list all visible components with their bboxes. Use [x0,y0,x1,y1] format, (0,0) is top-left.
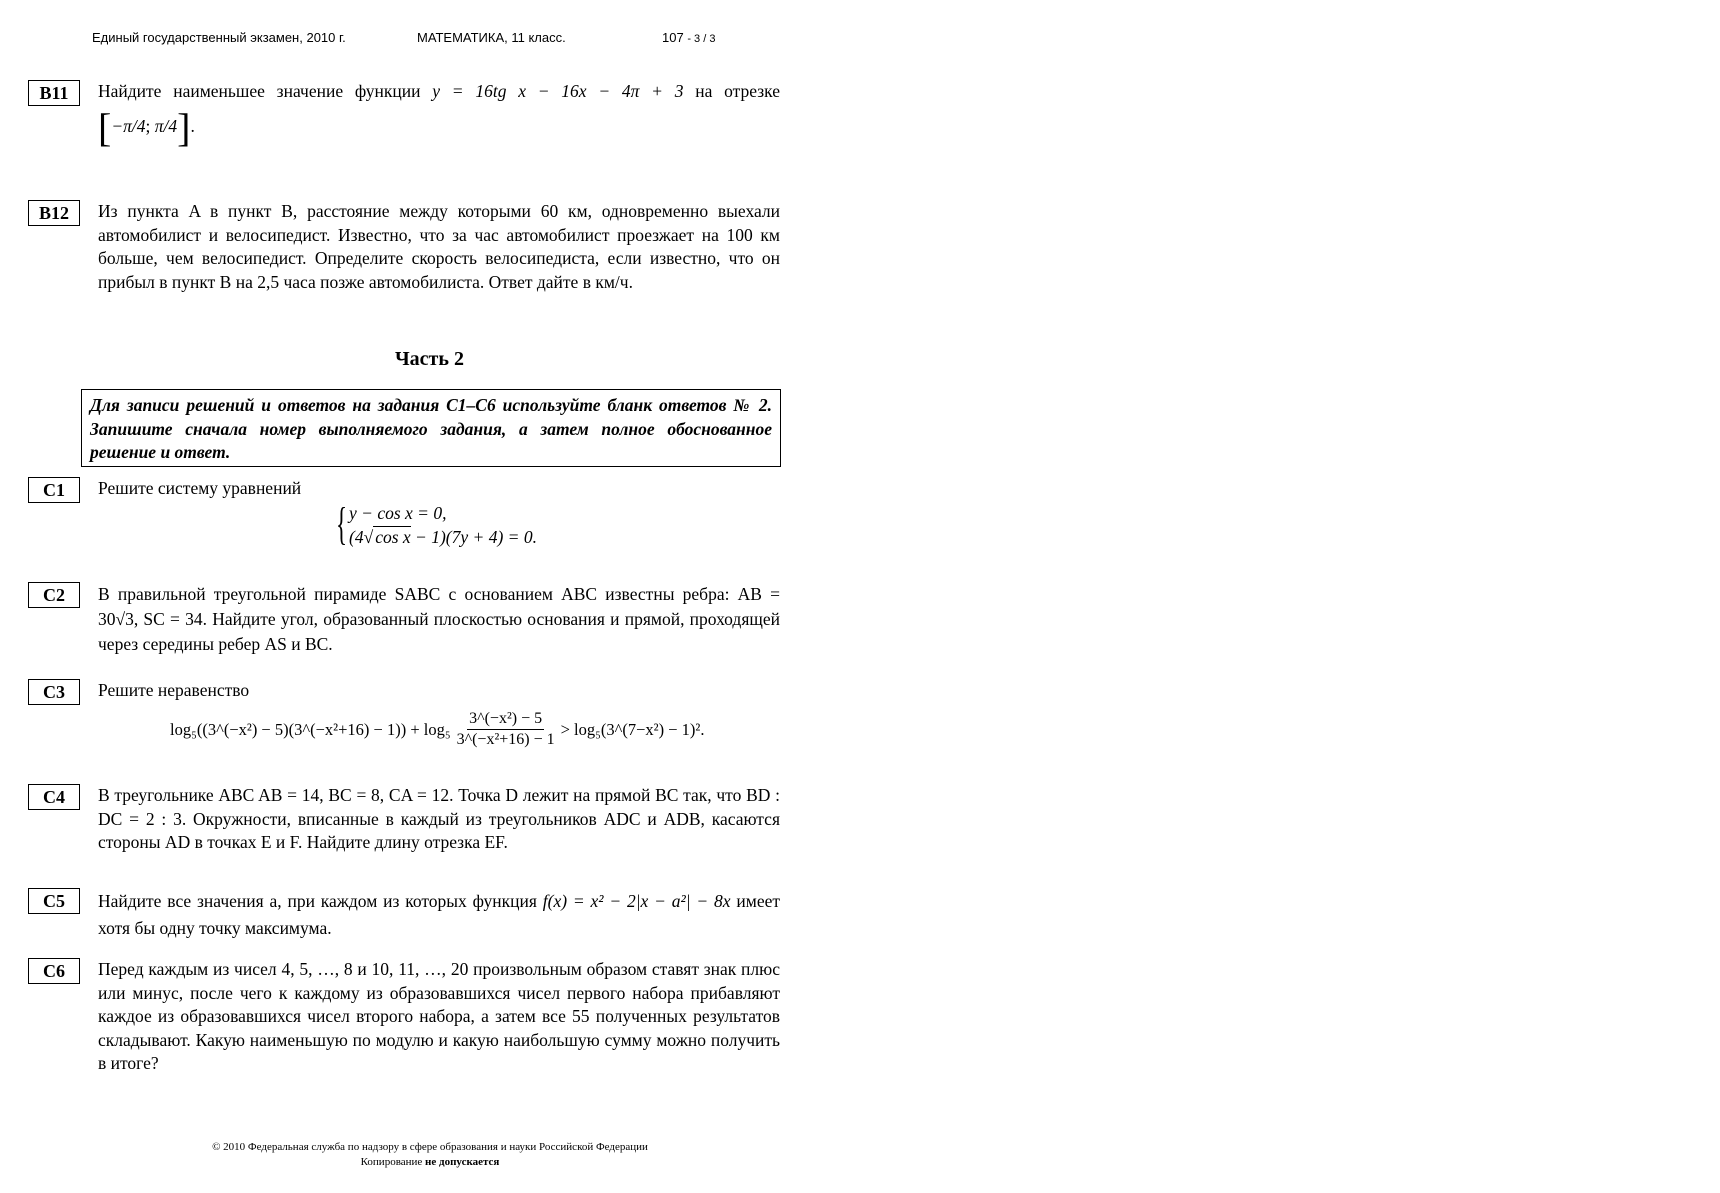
equation-2: (4√ cos x − 1)(7y + 4) = 0. [349,527,537,547]
header-page: - 3 / 3 [687,33,716,45]
task-text-before: Найдите все значения a, при каждом из которых функция [98,891,537,911]
header-exam-title: Единый государственный экзамен, 2010 г. [92,30,346,45]
fraction-numerator: 3^(−x²) − 5 [467,711,544,730]
task-text-after: имеет хотя бы одну точку максимума. [98,891,780,938]
task-c1 [28,477,780,567]
task-c3 [28,679,780,779]
task-label: C2 [28,582,80,608]
instructions-box: Для записи решений и ответов на задания С1–С6 используйте бланк ответов № 2. Запишите сначала номер выполняемого задания, а затем полное обоснованное решение и ответ. [81,389,781,467]
task-text: В правильной треугольной пирамиде SABC с основанием ABC известны ребра: AB = 30√3, SC = 34. Найдите угол, образованный плоскостью основания и прямой, проходящей через середины ребер AS и BC. [98,584,780,654]
task-label: B11 [28,80,80,106]
task-label: C6 [28,958,80,984]
equation-system [333,498,537,549]
part-title: Часть 2 [395,348,464,370]
task-text: Решите неравенство [98,680,250,700]
task-c5 [28,888,780,948]
interval: [−π/4; π/4]. [98,104,195,150]
function-formula: f(x) = x² − 2|x − a²| − 8x [542,891,731,911]
task-c4 [28,784,780,884]
task-text: Из пункта A в пункт B, расстояние между которыми 60 км, одновременно выехали автомобилист и велосипедист. Известно, что за час автомобилист проезжает на 100 км больше, чем велосипедист. Определите скорость велосипедиста, если известно, что он прибыл в пункт B на 2,5 часа позже автомобилиста. Ответ дайте в км/ч. [98,201,780,292]
task-text: В треугольнике ABC AB = 14, BC = 8, CA = 12. Точка D лежит на прямой BC так, что BD : DC = 2 : 3. Окружности, вписанные в каждый из треугольников ADC и ADB, касаются стороны AD в точках E и F. Найдите длину отрезка EF. [98,785,780,852]
header-subject: МАТЕМАТИКА, 11 класс. [417,30,566,45]
header-page-number [662,30,715,45]
task-text-before: Найдите наименьшее значение функции [98,81,421,101]
task-text [98,888,780,942]
equation-1: y − cos x = 0, [349,503,447,523]
task-label: C4 [28,784,80,810]
interval-start: −π/4 [111,115,146,136]
task-text: Перед каждым из чисел 4, 5, …, 8 и 10, 11, …, 20 произвольным образом ставят знак плюс или минус, после чего к каждому из образовавшихся чисел первого набора прибавляют каждое из образовавшихся чисел второго набора, а затем все 55 полученных результатов складывают. Какую наименьшую по модулю и какую наибольшую сумму можно получить в итоге? [98,959,780,1073]
footer-notice: Копирование не допускается [360,1156,500,1168]
task-label: C5 [28,888,80,914]
interval-end: π/4 [154,115,178,136]
task-text: Решите систему уравнений [98,478,302,498]
function-formula: y = 16tg x − 16x − 4π + 3 [432,81,684,101]
task-c2 [28,582,780,662]
task-label: C3 [28,679,80,705]
fraction-denominator: 3^(−x²+16) − 1 [456,731,555,748]
header-variant: 107 [662,30,684,45]
task-label: C1 [28,477,80,503]
system-brace: { [336,498,348,549]
task-text [98,80,780,148]
task-b11 [28,80,780,160]
task-b12 [28,200,780,320]
task-c6 [28,958,780,1098]
inequality [170,711,705,748]
inequality-right: > log₅(3^(7−x²) − 1)². [560,719,705,739]
inequality-fraction [455,711,557,748]
task-label: B12 [28,200,80,226]
footer-copyright: © 2010 Федеральная служба по надзору в сфере образования и науки Российской Федерации [212,1141,648,1153]
task-text-after: на отрезке [695,81,781,101]
inequality-left: log₅((3^(−x²) − 5)(3^(−x²+16) − 1)) + log₅ [170,719,451,739]
